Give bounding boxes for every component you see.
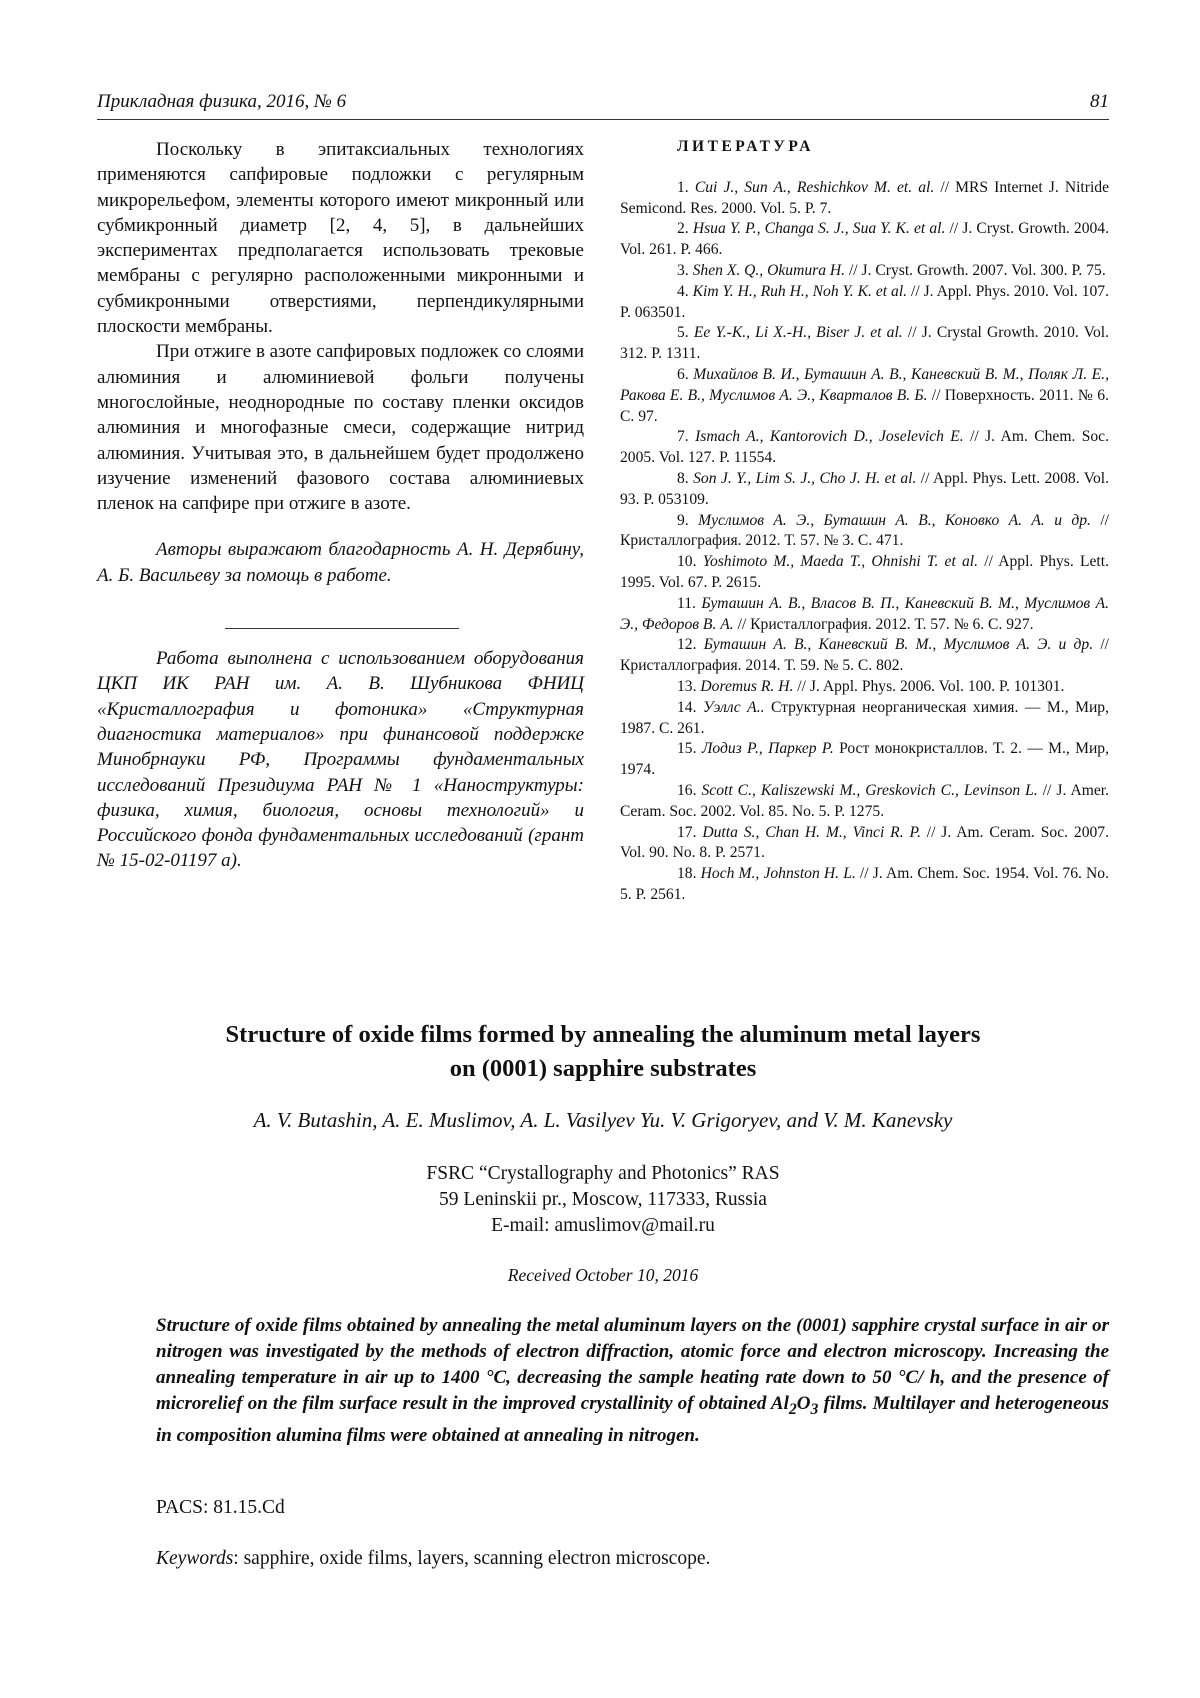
reference-source: // Кристаллография. 2012. Т. 57. № 3. С. 471. bbox=[620, 511, 1109, 550]
reference-number: 4. bbox=[677, 282, 689, 300]
reference-authors: Son J. Y., Lim S. J., Cho J. H. et al. bbox=[693, 469, 917, 487]
reference-authors: Ee Y.-K., Li X.-H., Biser J. et al. bbox=[693, 324, 903, 342]
abstract-text: O bbox=[796, 1393, 811, 1414]
reference-item bbox=[620, 323, 1109, 365]
reference-number: 5. bbox=[677, 324, 689, 342]
reference-source: // Appl. Phys. Lett. 1995. Vol. 67. P. 2615. bbox=[620, 553, 1109, 591]
received-date: Received October 10, 2016 bbox=[507, 1265, 699, 1285]
reference-authors: Cui J., Sun A., Reshichkov M. et. al. bbox=[694, 178, 935, 196]
reference-source: // J. Appl. Phys. 2006. Vol. 100. P. 101301. bbox=[793, 677, 1065, 695]
reference-source: Структурная неорганическая химия. — М., Мир, 1987. С. 261. bbox=[620, 698, 1109, 737]
reference-item bbox=[620, 677, 1109, 698]
reference-item bbox=[620, 552, 1109, 594]
reference-authors: Scott C., Kaliszewski M., Greskovich C., Levinson L. bbox=[701, 781, 1038, 799]
journal-title: Прикладная физика, 2016, № 6 bbox=[97, 91, 347, 112]
reference-source: // J. Cryst. Growth. 2004. Vol. 261. P. 466. bbox=[620, 220, 1109, 259]
reference-source: // J. Am. Chem. Soc. 2005. Vol. 127. P. 11554. bbox=[620, 428, 1109, 467]
reference-authors: Буташин А. В., Каневский В. М., Муслимов А. Э. и др. bbox=[703, 636, 1094, 654]
reference-number: 15. bbox=[677, 740, 697, 758]
reference-item bbox=[620, 427, 1109, 469]
affiliation-line: 59 Leninskii pr., Moscow, 117333, Russia bbox=[439, 1189, 767, 1210]
reference-number: 8. bbox=[677, 469, 689, 487]
reference-authors: Буташин А. В., Власов В. П., Каневский В. М., Муслимов А. Э., Федоров В. А. bbox=[620, 594, 1109, 633]
reference-item bbox=[620, 469, 1109, 511]
affiliation bbox=[97, 1161, 1109, 1239]
abstract-text: films. Multilayer and heterogeneous in composition alumina films were obtained at annealing in nitrogen. bbox=[156, 1393, 1109, 1446]
reference-number: 6. bbox=[677, 365, 689, 383]
reference-item bbox=[620, 781, 1109, 823]
english-authors: A. V. Butashin, A. E. Muslimov, A. L. Vasilyev Yu. V. Grigoryev, and V. M. Kanevsky bbox=[253, 1108, 953, 1132]
subscript: 3 bbox=[810, 1400, 819, 1418]
reference-authors: Shen X. Q., Okumura H. bbox=[692, 261, 846, 279]
reference-authors: Уэллс А.. bbox=[703, 698, 765, 716]
reference-number: 3. bbox=[677, 261, 689, 279]
reference-authors: Ismach A., Kantorovich D., Joselevich E. bbox=[695, 428, 964, 446]
reference-number: 2. bbox=[677, 220, 689, 238]
keywords-label: Keywords bbox=[156, 1548, 234, 1569]
reference-number: 7. bbox=[677, 428, 689, 446]
reference-item bbox=[620, 261, 1109, 282]
english-title-line: Structure of oxide films formed by annealing the aluminum metal layers bbox=[225, 1021, 981, 1048]
reference-item bbox=[620, 864, 1109, 906]
separator-line bbox=[225, 628, 459, 629]
reference-item bbox=[620, 823, 1109, 865]
reference-item bbox=[620, 739, 1109, 781]
subscript: 2 bbox=[788, 1400, 797, 1418]
reference-number: 18. bbox=[677, 865, 697, 883]
reference-authors: Dutta S., Chan H. M., Vinci R. P. bbox=[702, 823, 921, 841]
reference-source: // Кристаллография. 2014. Т. 59. № 5. С. 802. bbox=[620, 636, 1109, 675]
acknowledgment: Авторы выражают благодарность А. Н. Дерябину, А. Б. Васильеву за помощь в работе. bbox=[97, 539, 584, 586]
reference-authors: Kim Y. H., Ruh H., Noh Y. K. et al. bbox=[692, 282, 908, 300]
reference-number: 10. bbox=[677, 553, 697, 571]
abstract-text: Structure of oxide films obtained by annealing the metal aluminum layers on the (0001) sapphire crystal surface in air or nitrogen was investigated by the methods of electron diffraction, atomic force and electron microscopy. Increasing the annealing temperature in air up to 1400 °C, decreasing the sample heating rate down to 50 °C/ h, and the presence of microrelief on the film surface result in the improved crystallinity of obtained Al bbox=[156, 1315, 1109, 1414]
reference-item bbox=[620, 635, 1109, 677]
reference-source: // J. Appl. Phys. 2010. Vol. 107. P. 063501. bbox=[620, 282, 1109, 321]
left-column bbox=[97, 137, 584, 874]
reference-authors: Yoshimoto M., Maeda T., Ohnishi T. et al. bbox=[702, 553, 979, 571]
reference-source: // J. Amer. Ceram. Soc. 2002. Vol. 85. No. 5. P. 1275. bbox=[620, 781, 1110, 820]
english-title bbox=[97, 1018, 1109, 1085]
page-number: 81 bbox=[1090, 91, 1109, 112]
reference-source: // Поверхность. 2011. № 6. С. 97. bbox=[620, 386, 1109, 425]
reference-item bbox=[620, 178, 1109, 220]
reference-number: 1. bbox=[677, 178, 689, 196]
reference-source: // MRS Internet J. Nitride Semicond. Res. 2000. Vol. 5. P. 7. bbox=[620, 178, 1109, 217]
reference-source: // J. Crystal Growth. 2010. Vol. 312. P. 1311. bbox=[620, 324, 1109, 363]
reference-authors: Hsua Y. P., Changa S. J., Sua Y. K. et al. bbox=[692, 220, 946, 238]
keywords bbox=[156, 1548, 710, 1570]
keywords-text: : sapphire, oxide films, layers, scanning electron microscope. bbox=[233, 1548, 711, 1569]
reference-source: // J. Am. Ceram. Soc. 2007. Vol. 90. No. 8. P. 2571. bbox=[620, 823, 1109, 862]
reference-item bbox=[620, 282, 1109, 324]
english-title-line: on (0001) sapphire substrates bbox=[449, 1054, 757, 1082]
reference-number: 17. bbox=[677, 823, 697, 841]
reference-number: 13. bbox=[677, 677, 697, 695]
reference-list bbox=[620, 178, 1109, 906]
reference-authors: Михайлов В. И., Буташин А. В., Каневский В. М., Поляк Л. Е., Ракова Е. В., Муслимов А. Э., Кварталов В. Б. bbox=[620, 365, 1109, 404]
reference-item bbox=[620, 511, 1109, 553]
reference-item bbox=[620, 365, 1109, 427]
body-paragraph: Поскольку в эпитаксиальных технологиях применяются сапфировые подложки с регулярным микрорельефом, элементы которого имеют микронный или субмикронный диаметр [2, 4, 5], в дальнейших экспериментах предполагается использовать трековые мембраны с регулярно расположенными микронными и субмикронными отверстиями, перпендикулярными плоскости мембраны. bbox=[97, 139, 584, 338]
reference-item bbox=[620, 594, 1109, 636]
reference-number: 12. bbox=[677, 636, 697, 654]
reference-authors: Doremus R. H. bbox=[700, 677, 794, 695]
reference-source: // Appl. Phys. Lett. 2008. Vol. 93. P. 053109. bbox=[620, 469, 1109, 508]
references-title: ЛИТЕРАТУРА bbox=[677, 138, 814, 155]
reference-number: 9. bbox=[677, 511, 689, 529]
reference-authors: Hoch M., Johnston H. L. bbox=[700, 865, 856, 883]
reference-item bbox=[620, 219, 1109, 261]
reference-number: 16. bbox=[677, 781, 697, 799]
reference-source: // J. Am. Chem. Soc. 1954. Vol. 76. No. 5. P. 2561. bbox=[620, 865, 1109, 903]
funding-note: Работа выполнена с использованием оборудования ЦКП ИК РАН им. А. В. Шубникова ФНИЦ «Кристаллография и фотоника» «Структурная диагностика материалов» при финансовой поддержке Минобрнауки РФ, Программы фундаментальных исследований Президиума РАН № 1 «Наноструктуры: физика, химия, биология, основы технологий» и Российского фонда фундаментальных исследований (грант № 15-02-01197 а). bbox=[97, 648, 584, 872]
reference-source: // J. Cryst. Growth. 2007. Vol. 300. P. 75. bbox=[845, 261, 1106, 279]
english-abstract bbox=[156, 1313, 1109, 1449]
reference-number: 11. bbox=[677, 594, 696, 612]
email-line: E-mail: amuslimov@mail.ru bbox=[491, 1215, 715, 1236]
reference-source: // Кристаллография. 2012. Т. 57. № 6. С. 927. bbox=[733, 615, 1034, 633]
pacs-code: PACS: 81.15.Cd bbox=[156, 1497, 285, 1518]
references-column bbox=[620, 137, 1109, 906]
affiliation-line: FSRC “Crystallography and Photonics” RAS bbox=[426, 1163, 780, 1184]
reference-source: Рост монокристаллов. Т. 2. — М., Мир, 1974. bbox=[620, 740, 1109, 779]
page-header bbox=[97, 91, 1109, 120]
reference-authors: Муслимов А. Э., Буташин А. В., Коновко А. А. и др. bbox=[698, 511, 1091, 529]
reference-number: 14. bbox=[677, 698, 697, 716]
reference-item bbox=[620, 698, 1109, 740]
reference-authors: Лодиз Р., Паркер Р. bbox=[701, 740, 834, 758]
body-paragraph: При отжиге в азоте сапфировых подложек со слоями алюминия и алюминиевой фольги получены многослойные, неоднородные по составу пленки оксидов алюминия и многофазные смеси, содержащие нитрид алюминия. Учитывая это, в дальнейшем будет продолжено изучение изменений фазового состава алюминиевых пленок на сапфире при отжиге в азоте. bbox=[97, 341, 584, 515]
